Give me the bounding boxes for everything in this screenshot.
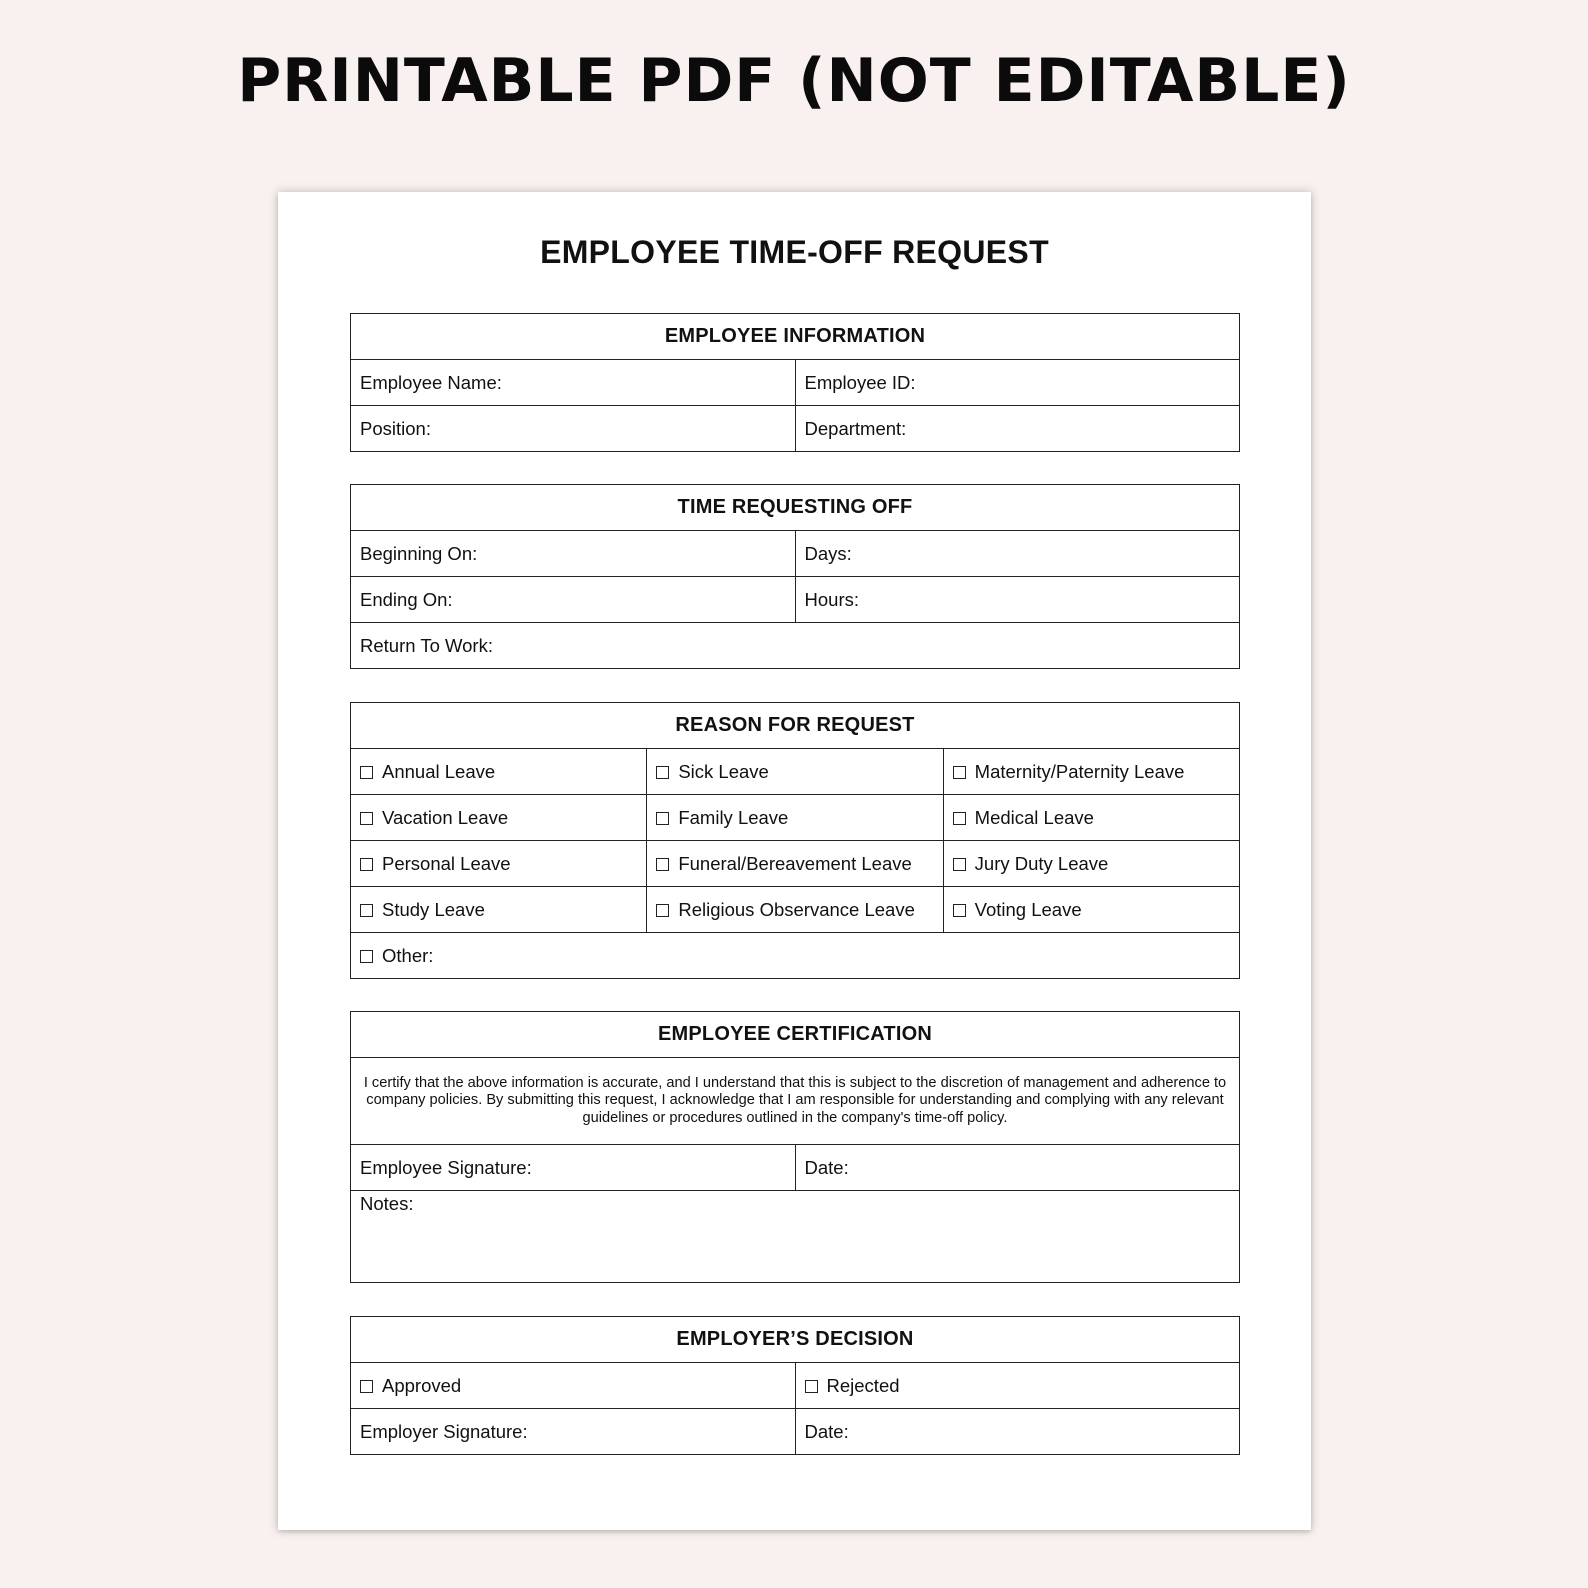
option-rejected[interactable]: Rejected: [795, 1363, 1240, 1409]
checkbox-icon[interactable]: [360, 812, 373, 825]
employee-name-field[interactable]: Employee Name:: [351, 360, 796, 406]
notes-field[interactable]: Notes:: [351, 1191, 1240, 1283]
ending-on-field[interactable]: Ending On:: [351, 577, 796, 623]
reason-for-request-heading: REASON FOR REQUEST: [351, 703, 1240, 749]
return-to-work-field[interactable]: Return To Work:: [351, 623, 1240, 669]
option-vacation-leave[interactable]: Vacation Leave: [351, 795, 647, 841]
checkbox-icon[interactable]: [360, 858, 373, 871]
page-banner: PRINTABLE PDF (NOT EDITABLE): [237, 46, 1351, 116]
option-personal-leave[interactable]: Personal Leave: [351, 841, 647, 887]
option-voting-leave[interactable]: Voting Leave: [943, 887, 1239, 933]
form-sheet: [278, 192, 1311, 1530]
option-study-leave[interactable]: Study Leave: [351, 887, 647, 933]
employer-decision-section: [350, 1316, 1240, 1455]
employee-certification-section: [350, 1011, 1240, 1283]
checkbox-icon[interactable]: [656, 766, 669, 779]
checkbox-icon[interactable]: [656, 858, 669, 871]
option-jury-duty-leave[interactable]: Jury Duty Leave: [943, 841, 1239, 887]
checkbox-icon[interactable]: [360, 1380, 373, 1393]
certification-statement: I certify that the above information is accurate, and I understand that this is subject to the discretion of management and adherence to company policies. By submitting this request, I acknowledge that I am responsible for understanding and complying with any relevant guidelines or procedures outlined in the company's time-off policy.: [351, 1058, 1240, 1145]
checkbox-icon[interactable]: [953, 812, 966, 825]
option-annual-leave[interactable]: Annual Leave: [351, 749, 647, 795]
reason-for-request-section: [350, 702, 1240, 979]
checkbox-icon[interactable]: [360, 950, 373, 963]
employer-decision-heading: EMPLOYER’S DECISION: [351, 1317, 1240, 1363]
employee-signature-field[interactable]: Employee Signature:: [351, 1145, 796, 1191]
employee-date-field[interactable]: Date:: [795, 1145, 1240, 1191]
option-family-leave[interactable]: Family Leave: [647, 795, 943, 841]
department-field[interactable]: Department:: [795, 406, 1240, 452]
option-religious-observance-leave[interactable]: Religious Observance Leave: [647, 887, 943, 933]
employee-information-section: [350, 313, 1240, 452]
checkbox-icon[interactable]: [360, 904, 373, 917]
checkbox-icon[interactable]: [953, 766, 966, 779]
option-sick-leave[interactable]: Sick Leave: [647, 749, 943, 795]
option-maternity-paternity-leave[interactable]: Maternity/Paternity Leave: [943, 749, 1239, 795]
option-approved[interactable]: Approved: [351, 1363, 796, 1409]
checkbox-icon[interactable]: [953, 858, 966, 871]
option-medical-leave[interactable]: Medical Leave: [943, 795, 1239, 841]
hours-field[interactable]: Hours:: [795, 577, 1240, 623]
employer-signature-field[interactable]: Employer Signature:: [351, 1409, 796, 1455]
days-field[interactable]: Days:: [795, 531, 1240, 577]
time-requesting-off-section: [350, 484, 1240, 669]
checkbox-icon[interactable]: [805, 1380, 818, 1393]
employee-certification-heading: EMPLOYEE CERTIFICATION: [351, 1012, 1240, 1058]
employee-id-field[interactable]: Employee ID:: [795, 360, 1240, 406]
beginning-on-field[interactable]: Beginning On:: [351, 531, 796, 577]
form-title: EMPLOYEE TIME-OFF REQUEST: [540, 234, 1049, 270]
checkbox-icon[interactable]: [953, 904, 966, 917]
employee-information-heading: EMPLOYEE INFORMATION: [351, 314, 1240, 360]
option-other[interactable]: Other:: [351, 933, 1240, 979]
option-funeral-bereavement-leave[interactable]: Funeral/Bereavement Leave: [647, 841, 943, 887]
checkbox-icon[interactable]: [656, 904, 669, 917]
position-field[interactable]: Position:: [351, 406, 796, 452]
time-requesting-off-heading: TIME REQUESTING OFF: [351, 485, 1240, 531]
employer-date-field[interactable]: Date:: [795, 1409, 1240, 1455]
checkbox-icon[interactable]: [656, 812, 669, 825]
checkbox-icon[interactable]: [360, 766, 373, 779]
